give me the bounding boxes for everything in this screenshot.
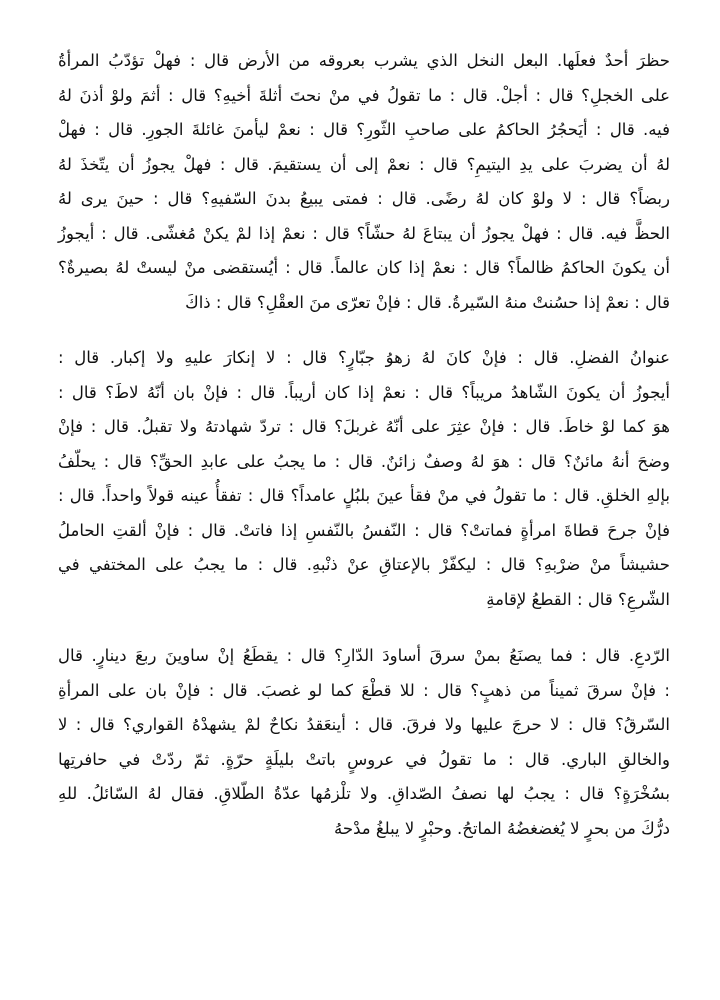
paragraph-spacer — [58, 320, 670, 341]
text-line: الرّدعِ. قال : فما يصنَعُ بمنْ سرقَ أساودَ الدّارِ؟ قال : يقطَعُ إنْ ساوينَ ربعَ دينارٍ. قال — [58, 646, 670, 665]
document-page — [58, 44, 670, 846]
text-line: الشّرعِ؟ قال : القطعُ لإقامةِ — [486, 589, 670, 609]
text-line: الحظَّ فيه. قال : فهلْ يجوزُ أن يبتاعَ لهُ حشّاً؟ قال : نعمْ إذا لمْ يكنْ مُغشّى. قال : أيجوزُ — [58, 223, 670, 243]
text-line: عنوانُ الفضلِ. قال : فإنْ كانَ لهُ زهوُ جبّارٍ؟ قال : لا إنكارَ عليهِ ولا إكبار. قال : — [58, 348, 670, 367]
text-line: قال : نعمْ إذا حسُنتْ منهُ السّيرةُ. قال : فإنْ تعرّى منَ العقْلِ؟ قال : ذاكَ — [185, 292, 670, 312]
text-line: أيجوزُ أن يكونَ الشّاهدُ مريباً؟ قال : نعمْ إذا كان أريباً. قال : فإنْ بان أنّهُ لاطَ؟ قال : — [58, 382, 670, 402]
text-line: وضحَ أنهُ مائنٌ؟ قال : هوَ لهُ وصفٌ زائنٌ. قال : ما يجبُ على عابدِ الحقِّ؟ قال : يحلّفُ — [58, 451, 670, 471]
text-line: السّرقُ؟ قال : لا حرجَ عليها ولا فرقَ. قال : أينعَقدُ نكاحٌ لمْ يشهدْهُ القواري؟ قال : لا — [58, 715, 670, 734]
text-line: فإنْ جرحَ قطاةَ امرأةٍ فماتتْ؟ قال : النّفسُ بالنّفسِ إذا فاتتْ. قال : فإنْ ألقتِ الحاملُ — [58, 520, 670, 540]
text-line: على الخجلِ؟ قال : أجلْ. قال : ما تقولُ في منْ نحتَ أثلةَ أخيهِ؟ قال : أثمَ ولوْ أذنَ لهُ — [58, 85, 670, 105]
text-line: والخالقِ الباري. قال : ما تقولُ في عروسٍ باتتْ بليلَةٍ حرّةٍ. ثمّ ردّتْ في حافرتِها — [58, 749, 670, 769]
text-line: هوَ كما لوْ خاطَ. قال : فإنْ عثِرَ على أنّهُ غربلَ؟ قال : تردّ شهادتهُ ولا تقبلُ. قال : فإنْ — [58, 417, 670, 436]
paragraph-spacer — [58, 617, 670, 639]
text-line: حشيشاً منْ ضرْبهِ؟ قال : ليكفّرْ بالإعتاقِ عنْ ذنْبهِ. قال : ما يجبُ على المختفي في — [58, 555, 670, 574]
text-line: ربضاً؟ قال : لا ولوْ كان لهُ رضًى. قال : فمتى يبيعُ بدنَ السّفيهِ؟ قال : حينَ يرى لهُ — [58, 189, 670, 208]
text-line: بإلهِ الخلقِ. قال : ما تقولُ في منْ فقأ عينَ بلبُلٍ عامداً؟ قال : تفقأُ عينه قولاً واحداً. قال : — [58, 486, 670, 505]
text-line: لهُ أن يضربَ على يدِ اليتيمِ؟ قال : نعمْ إلى أن يستقيمَ. قال : فهلْ يجوزُ أن يتّخذَ لهُ — [58, 154, 670, 174]
text-line: درُّكَ من بحرٍ لا يُغضغضُهُ الماتحُ. وحبْرٍ لا يبلغُ مدْحهُ — [334, 818, 670, 838]
paragraph-1 — [58, 44, 670, 320]
text-line: فيه. قال : أيَحجُرُ الحاكمُ على صاحبِ الثّورِ؟ قال : نعمْ ليأمنَ غائلةَ الجورِ. قال : فهلْ — [58, 120, 670, 139]
text-line: حظرَ أحدٌ فعلَها. البعل النخل الذي يشرب بعروقه من الأرض قال : فهلْ تؤدّبُ المرأةُ — [58, 51, 670, 70]
text-line: أن يكونَ الحاكمُ ظالماً؟ قال : نعمْ إذا كان عالماً. قال : أيُستقضى منْ ليستْ لهُ بصيرةٌ؟ — [58, 258, 670, 277]
text-line: : فإنْ سرقَ ثميناً من ذهبٍ؟ قال : للا قطْعَ كما لو غصبَ. قال : فإنْ بان على المرأةِ — [58, 680, 670, 700]
paragraph-3 — [58, 639, 670, 846]
text-line: بسُخْرَةٍ؟ قال : يجبُ لها نصفُ الصّداقِ. ولا تلْزمُها عدّةُ الطّلاقِ. فقال لهُ السّائلُ. للهِ — [58, 784, 670, 803]
paragraph-2 — [58, 341, 670, 617]
